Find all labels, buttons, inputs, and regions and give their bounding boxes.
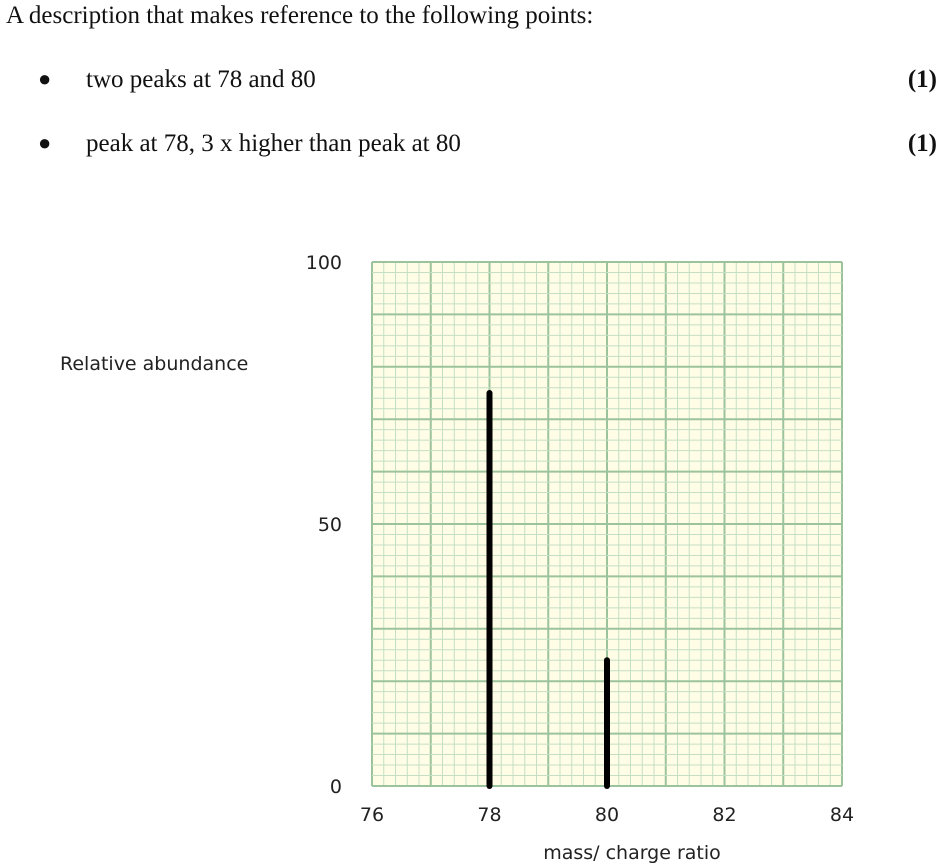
y-axis-label: Relative abundance bbox=[60, 353, 249, 375]
intro-text: A description that makes reference to the following points: bbox=[6, 2, 594, 29]
mass-spectrum-chart bbox=[0, 240, 937, 865]
x-axis-label: mass/ charge ratio bbox=[543, 842, 721, 864]
point-text: peak at 78, 3 x higher than peak at 80 bbox=[86, 130, 461, 157]
point-text: two peaks at 78 and 80 bbox=[86, 66, 316, 93]
bullet-icon: ● bbox=[38, 130, 52, 155]
x-tick-label: 76 bbox=[359, 804, 385, 826]
y-tick-label: 0 bbox=[329, 776, 342, 798]
x-tick-label: 84 bbox=[829, 804, 855, 826]
marking-point-1 bbox=[0, 66, 937, 100]
y-tick-label: 50 bbox=[317, 514, 342, 536]
x-tick-label: 78 bbox=[477, 804, 502, 826]
point-mark: (1) bbox=[907, 66, 937, 93]
bullet-icon: ● bbox=[38, 66, 52, 91]
x-tick-label: 82 bbox=[712, 804, 737, 826]
x-tick-label: 80 bbox=[594, 804, 620, 826]
y-tick-label: 100 bbox=[305, 252, 342, 274]
marking-point-2 bbox=[0, 130, 937, 164]
point-mark: (1) bbox=[907, 130, 937, 157]
